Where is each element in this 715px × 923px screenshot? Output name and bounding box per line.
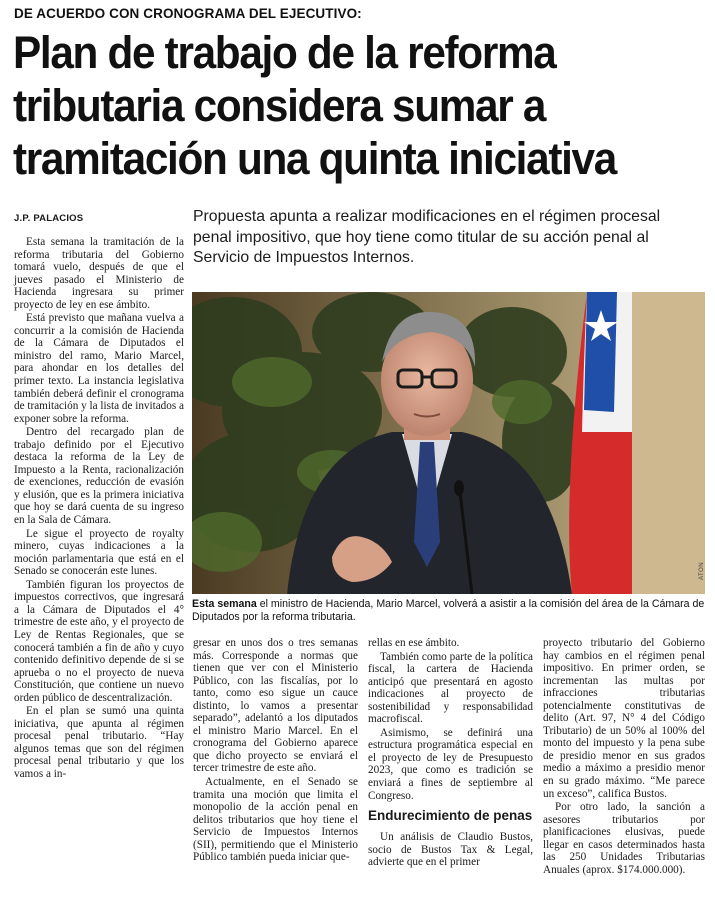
paragraph: Un análisis de Claudio Bustos, socio de Bustos Tax & Legal, advierte que en el primer xyxy=(368,831,533,869)
photo-caption xyxy=(192,598,706,624)
paragraph: proyecto tributario del Gobierno hay cambios en el régimen penal impositivo. En primer orden, se incrementan las multas por infracciones tributarias potencialmente constitutivas de delito (Art. 97, N° 4 del Código Tributario) de un 50% al 100% del monto del impuesto y la pena sube de presidio menor en sus grados medio a máximo a presidio menor en su grado máximo. “Me parece un exceso”, califica Bustos. xyxy=(543,637,705,800)
column-1 xyxy=(14,236,184,782)
kicker: DE ACUERDO CON CRONOGRAMA DEL EJECUTIVO: xyxy=(14,6,362,21)
column-2 xyxy=(193,637,358,865)
headline-line: tramitación una quinta iniciativa xyxy=(13,133,616,184)
paragraph: También como parte de la política fiscal, la cartera de Hacienda anticipó que presentará en agosto indicaciones al proyecto de sostenibilidad y responsabilidad macrofiscal. xyxy=(368,650,533,726)
headline-line: tributaria considera sumar a xyxy=(13,80,546,131)
paragraph: Esta semana la tramitación de la reforma tributaria del Gobierno tomará vuelo, después de que el jueves pasado el Ministerio de Hacienda ingresara su primer proyecto de ley en ese ámbito. xyxy=(14,236,184,311)
paragraph: gresar en unos dos o tres semanas más. Corresponde a normas que tienen que ver con el Ministerio Público, con las fiscalías, por lo tanto, como eso sigue un cauce distinto, lo vamos a presentar separado”, adelantó a los diputados el ministro Mario Marcel. En el cronograma del Gobierno aparece que dicho proyecto se enviará el tercer trimestre de este año. xyxy=(193,637,358,775)
minister-photo-illustration xyxy=(192,292,705,594)
article-photo xyxy=(192,292,705,594)
paragraph: Dentro del recargado plan de trabajo definido por el Ejecutivo destaca la reforma de la Ley de Impuesto a la Renta, racionalización de exenciones, reducción de evasión y elusión, que es la primera iniciativa que hoy se dará cuenta de su ingreso en la Sala de Cámara. xyxy=(14,426,184,527)
column-4 xyxy=(543,637,705,877)
subhead: Propuesta apunta a realizar modificaciones en el régimen procesal penal impositivo, que hoy tiene como titular de su acción penal al Servicio de Impuestos Internos. xyxy=(193,208,661,266)
paragraph: Está previsto que mañana vuelva a concurrir a la comisión de Hacienda de la Cámara de Diputados el ministro del ramo, Mario Marcel, para ahondar en los detalles del primer texto. La instancia legislativa también deberá definir el cronograma de tramitación y la lista de invitados a exponer sobre la reforma. xyxy=(14,312,184,425)
paragraph: Le sigue el proyecto de royalty minero, cuyas indicaciones a la moción parlamentaria que está en el Senado se conocerán este lunes. xyxy=(14,527,184,578)
photo-credit: ATON xyxy=(699,561,705,580)
column-3 xyxy=(368,637,533,870)
paragraph: Asimismo, se definirá una estructura programática especial en el proyecto de ley de Presupuesto 2023, que como es tradición se enviará a fines de septiembre al Congreso. xyxy=(368,726,533,802)
paragraph: Por otro lado, la sanción a asesores tributarios por planificaciones elusivas, puede llegar en casos determinados hasta las 250 Unidades Tributarias Anuales (aprox. $174.000.000). xyxy=(543,801,705,876)
section-heading: Endurecimiento de penas xyxy=(368,808,533,824)
paragraph: También figuran los proyectos de impuestos correctivos, que ingresará a la Cámara de Diputados el 4° trimestre de este año, y el proyecto de Ley de Rentas Regionales, que se conocerá también a fin de año y cuyo contenido definitivo depende de si se aprueba o no el proyecto de nueva Constitución, que contiene un nuevo orden público de descentralización. xyxy=(14,578,184,704)
headline-line: Plan de trabajo de la reforma xyxy=(13,27,556,78)
caption-lead: Esta semana xyxy=(192,598,257,610)
byline: J.P. PALACIOS xyxy=(14,213,84,224)
paragraph: En el plan se sumó una quinta iniciativa, que apunta al régimen procesal penal tributario. “Hay algunos temas que son del régimen procesal penal tributario y que los vamos a in- xyxy=(14,705,184,780)
paragraph: rellas en ese ámbito. xyxy=(368,637,460,649)
paragraph: Actualmente, en el Senado se tramita una moción que limita el monopolio de la acción penal en delitos tributarios que hoy tiene el Servicio de Impuestos Internos (SII), permitiendo que el Ministerio Público también pueda iniciar que- xyxy=(193,776,358,864)
headline xyxy=(13,26,666,185)
caption-text: el ministro de Hacienda, Mario Marcel, volverá a asistir a la comisión del área de la Cámara de Diputados por la reforma tributaria. xyxy=(192,598,705,623)
